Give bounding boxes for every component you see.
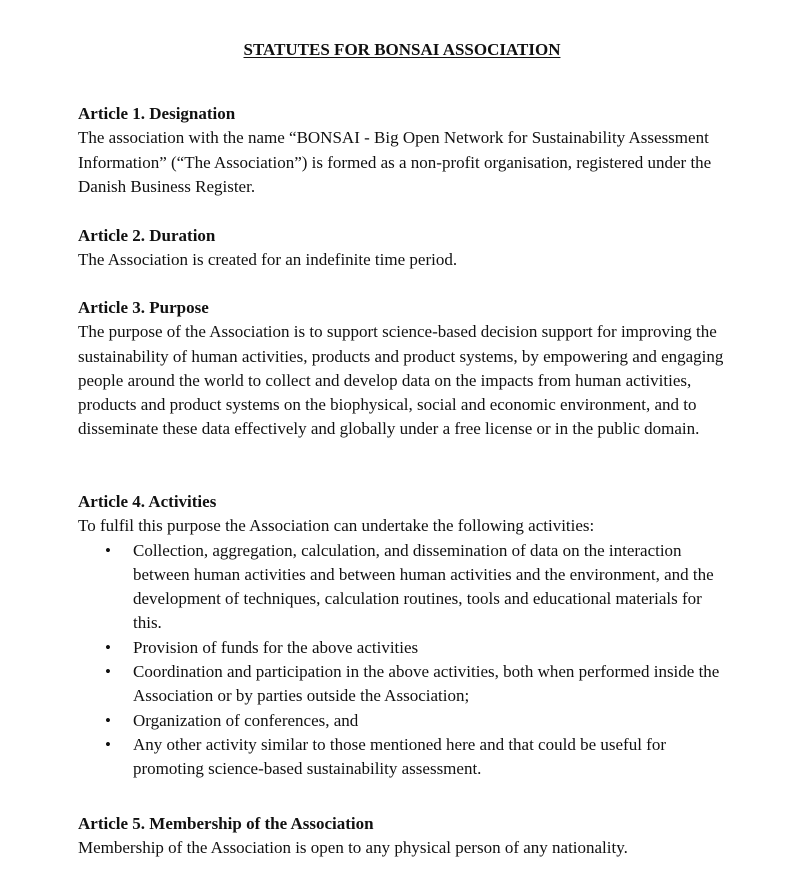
list-item: [78, 539, 733, 636]
list-item-text: Any other activity similar to those mentioned here and that could be useful for promoting science-based sustainability assessment.: [133, 734, 666, 779]
bullet-icon: •: [105, 540, 111, 560]
document-title: STATUTES FOR BONSAI ASSOCIATION: [243, 40, 561, 59]
bullet-icon: •: [105, 662, 111, 682]
list-item-text: Organization of conferences, and: [133, 710, 359, 730]
article-1: [78, 102, 778, 199]
article-body: The association with the name “BONSAI - Big Open Network for Sustainability Assessment Information” (“The Association”) is formed as a non-profit organisation, registered under the Danish Business Register.: [78, 128, 712, 196]
list-item: [78, 709, 733, 733]
article-5: [78, 812, 778, 861]
bullet-icon: •: [105, 637, 111, 657]
article-body: The Association is created for an indefinite time period.: [78, 250, 458, 270]
list-item: [78, 733, 733, 782]
list-item: [78, 636, 733, 660]
activities-list: [78, 539, 778, 782]
article-heading: Article 5. Membership of the Association: [78, 814, 374, 833]
bullet-icon: •: [105, 710, 111, 730]
article-heading: Article 3. Purpose: [78, 298, 209, 317]
article-2: [78, 224, 778, 273]
list-item-text: Coordination and participation in the above activities, both when performed inside the Association or by parties outside the Association;: [133, 662, 720, 706]
article-heading: Article 2. Duration: [78, 226, 216, 245]
article-heading: Article 1. Designation: [78, 104, 236, 123]
article-heading: Article 4. Activities: [78, 492, 217, 511]
article-body: Membership of the Association is open to any physical person of any nationality.: [78, 838, 628, 858]
article-body: To fulfil this purpose the Association can undertake the following activities:: [78, 516, 595, 536]
article-body: The purpose of the Association is to support science-based decision support for improving the sustainability of human activities, products and product systems, by empowering and engaging people around the world to collect and develop data on the impacts from human activities, products and product systems on the biophysical, social and economic environment, and to disseminate these data effectively and globally under a free license or in the public domain.: [78, 322, 724, 439]
article-3: [78, 296, 778, 442]
article-4: [78, 490, 778, 782]
list-item-text: Collection, aggregation, calculation, and dissemination of data on the interaction between human activities and between human activities and the environment, and the development of techniques, calculation routines, tools and educational materials for this.: [133, 540, 714, 633]
bullet-icon: •: [105, 734, 111, 754]
list-item-text: Provision of funds for the above activities: [133, 637, 419, 657]
list-item: [78, 660, 733, 709]
